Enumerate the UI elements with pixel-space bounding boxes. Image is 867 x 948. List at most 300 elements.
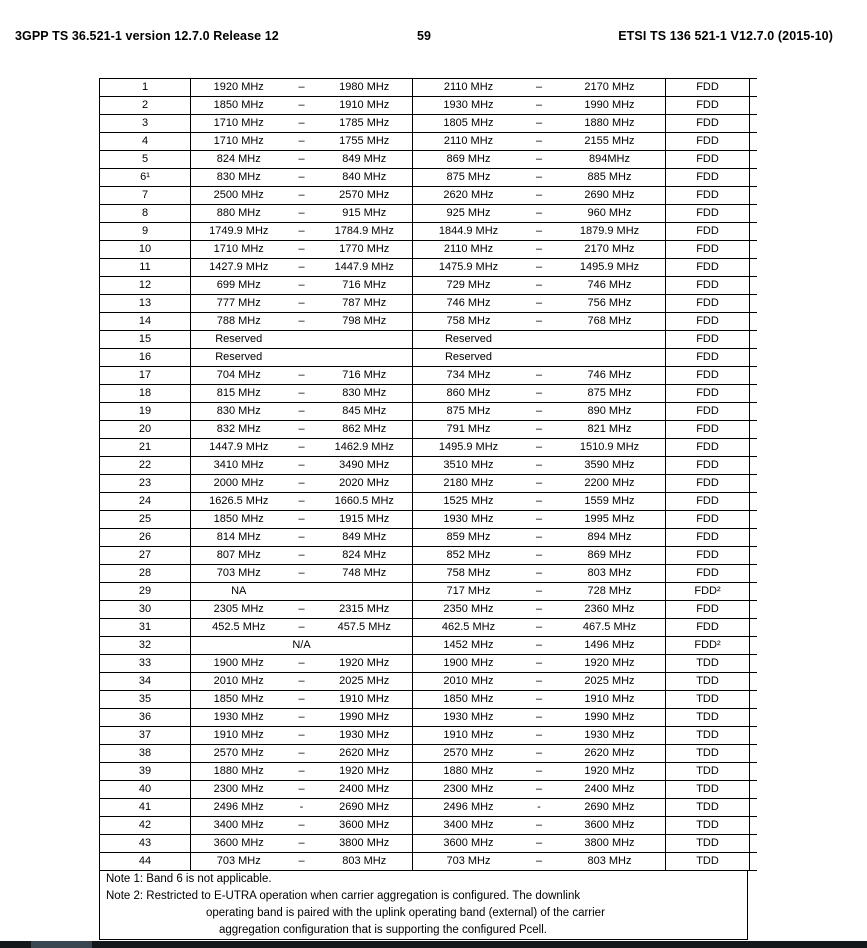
table-row <box>100 97 749 115</box>
downlink-range-cell <box>413 529 666 546</box>
range-dash: – <box>298 477 305 489</box>
range-high-value: 1462.9 MHz <box>334 441 394 453</box>
range-dash: – <box>535 477 543 489</box>
range-high-value: 2360 MHz <box>584 603 635 615</box>
range-low-value: 2620 MHz <box>443 189 494 201</box>
range-low-value: 824 MHz <box>216 153 261 165</box>
range-high-value: 1660.5 MHz <box>334 495 394 507</box>
table-row <box>100 151 749 169</box>
downlink-range-cell <box>413 619 666 636</box>
downlink-range-cell <box>413 817 666 834</box>
uplink-range-cell <box>191 349 413 366</box>
band-number-cell: 10 <box>100 241 191 258</box>
range-high-value: 803 MHz <box>587 855 632 867</box>
band-number-cell: 33 <box>100 655 191 672</box>
range-low-value: 1525 MHz <box>443 495 494 507</box>
duplex-mode-cell: FDD <box>696 225 719 237</box>
downlink-range-cell <box>413 277 666 294</box>
table-row <box>100 727 749 745</box>
range-dash: – <box>298 621 305 633</box>
uplink-range-cell <box>191 223 413 240</box>
operating-band-table <box>99 78 750 871</box>
range-high-value: 830 MHz <box>342 387 387 399</box>
downlink-range-cell <box>413 133 666 150</box>
range-dash: – <box>535 711 543 723</box>
table-note-line: Note 1: Band 6 is not applicable. <box>106 873 272 885</box>
range-low-value: 3410 MHz <box>213 459 264 471</box>
downlink-range-cell <box>413 547 666 564</box>
uplink-range-cell <box>191 277 413 294</box>
range-low-value: 852 MHz <box>446 549 491 561</box>
duplex-mode-cell: FDD <box>696 405 719 417</box>
range-low-value: 1427.9 MHz <box>209 261 269 273</box>
range-dash: – <box>298 297 305 309</box>
range-high-value: 1496 MHz <box>584 639 635 651</box>
band-number-cell: 12 <box>100 277 191 294</box>
range-dash: – <box>535 747 543 759</box>
range-high-value: 716 MHz <box>342 279 387 291</box>
range-low-value: 734 MHz <box>446 369 491 381</box>
range-dash: – <box>535 81 543 93</box>
range-high-value: 2570 MHz <box>339 189 390 201</box>
range-dash: – <box>535 153 543 165</box>
range-dash: – <box>298 693 305 705</box>
band-number-cell: 8 <box>100 205 191 222</box>
range-dash: – <box>298 171 305 183</box>
range-dash: – <box>298 819 305 831</box>
downlink-range-cell <box>413 601 666 618</box>
range-dash: – <box>535 837 543 849</box>
table-row <box>100 673 749 691</box>
downlink-range-cell <box>413 349 666 366</box>
downlink-range-cell <box>413 637 666 654</box>
range-dash: – <box>298 243 305 255</box>
range-dash: – <box>535 405 543 417</box>
duplex-mode-cell: FDD <box>696 351 719 363</box>
band-number-cell: 42 <box>100 817 191 834</box>
band-number-cell: 5 <box>100 151 191 168</box>
range-dash: – <box>298 99 305 111</box>
uplink-range-cell <box>191 529 413 546</box>
downlink-range-cell <box>413 763 666 780</box>
uplink-range-cell <box>191 817 413 834</box>
duplex-mode-cell: FDD <box>696 99 719 111</box>
duplex-mode-cell: FDD <box>696 189 719 201</box>
duplex-mode-cell: FDD <box>696 315 719 327</box>
duplex-mode-cell: FDD <box>696 297 719 309</box>
duplex-mode-cell: FDD <box>696 441 719 453</box>
page-number: 59 <box>416 29 432 43</box>
table-row <box>100 565 749 583</box>
range-low-value: 1749.9 MHz <box>209 225 269 237</box>
range-low-value: 1920 MHz <box>213 81 264 93</box>
range-low-value: 699 MHz <box>216 279 261 291</box>
range-high-value: 768 MHz <box>587 315 632 327</box>
table-row <box>100 439 749 457</box>
range-high-value: 869 MHz <box>587 549 632 561</box>
uplink-range-cell <box>191 259 413 276</box>
duplex-mode-cell: FDD <box>696 153 719 165</box>
range-low-value: 1495.9 MHz <box>438 441 499 453</box>
range-dash: – <box>298 189 305 201</box>
range-low-value: 860 MHz <box>446 387 491 399</box>
range-low-value: 1930 MHz <box>443 513 494 525</box>
table-row <box>100 529 749 547</box>
range-high-value: 821 MHz <box>587 423 632 435</box>
range-dash: – <box>535 621 543 633</box>
range-low-value: 3400 MHz <box>213 819 264 831</box>
range-dash: – <box>298 207 305 219</box>
uplink-range-cell <box>191 781 413 798</box>
uplink-range-cell <box>191 385 413 402</box>
range-dash: – <box>298 423 305 435</box>
band-number-cell: 25 <box>100 511 191 528</box>
range-dash: – <box>298 315 305 327</box>
downlink-range-cell <box>413 583 666 600</box>
range-dash: – <box>298 405 305 417</box>
band-number-cell: 41 <box>100 799 191 816</box>
range-low-value: 3510 MHz <box>443 459 494 471</box>
range-low-value: 1850 MHz <box>213 693 264 705</box>
range-low-value: 1710 MHz <box>213 117 264 129</box>
band-number-cell: 22 <box>100 457 191 474</box>
range-special-value: NA <box>231 585 247 597</box>
uplink-range-cell <box>191 691 413 708</box>
table-row <box>100 169 749 187</box>
range-high-value: 1920 MHz <box>339 657 390 669</box>
duplex-mode-cell: TDD <box>696 657 719 669</box>
range-low-value: 815 MHz <box>216 387 261 399</box>
range-high-value: 2620 MHz <box>339 747 390 759</box>
range-low-value: 2570 MHz <box>213 747 264 759</box>
range-high-value: 1785 MHz <box>339 117 390 129</box>
range-dash: – <box>535 297 543 309</box>
range-low-value: 746 MHz <box>446 297 491 309</box>
range-low-value: 2500 MHz <box>213 189 264 201</box>
duplex-mode-cell: FDD² <box>694 585 721 597</box>
band-number-cell: 44 <box>100 853 191 870</box>
range-low-value: 2110 MHz <box>443 81 494 93</box>
window-bottom-bar <box>0 941 867 948</box>
range-low-value: 859 MHz <box>446 531 491 543</box>
duplex-mode-cell: TDD <box>696 801 719 813</box>
duplex-mode-cell: FDD <box>696 333 719 345</box>
range-dash: – <box>298 657 305 669</box>
uplink-range-cell <box>191 133 413 150</box>
table-row <box>100 241 749 259</box>
range-low-value: 1475.9 MHz <box>438 261 499 273</box>
uplink-range-cell <box>191 367 413 384</box>
range-high-value: 1447.9 MHz <box>334 261 394 273</box>
downlink-range-cell <box>413 493 666 510</box>
range-low-value: 807 MHz <box>216 549 261 561</box>
range-high-value: 1995 MHz <box>584 513 635 525</box>
band-number-cell: 20 <box>100 421 191 438</box>
uplink-range-cell <box>191 835 413 852</box>
duplex-mode-cell: TDD <box>696 711 719 723</box>
range-high-value: 915 MHz <box>342 207 387 219</box>
range-dash: – <box>298 117 305 129</box>
range-high-value: 1930 MHz <box>584 729 635 741</box>
range-special-value: Reserved <box>444 333 493 345</box>
range-dash: – <box>535 783 543 795</box>
range-high-value: 849 MHz <box>342 531 387 543</box>
duplex-mode-cell: FDD <box>696 171 719 183</box>
duplex-mode-cell: TDD <box>696 783 719 795</box>
range-high-value: 716 MHz <box>342 369 387 381</box>
band-number-cell: 31 <box>100 619 191 636</box>
band-number-cell: 6¹ <box>100 169 191 186</box>
duplex-mode-cell: TDD <box>696 693 719 705</box>
range-low-value: 832 MHz <box>216 423 261 435</box>
range-low-value: 814 MHz <box>216 531 261 543</box>
range-dash: – <box>298 747 305 759</box>
table-note-line: operating band is paired with the uplink operating band (external) of the carrier <box>206 907 605 919</box>
range-high-value: 748 MHz <box>342 567 387 579</box>
downlink-range-cell <box>413 457 666 474</box>
duplex-mode-cell: FDD <box>696 369 719 381</box>
table-row <box>100 331 749 349</box>
duplex-mode-cell: FDD <box>696 567 719 579</box>
range-dash: – <box>298 711 305 723</box>
uplink-range-cell <box>191 583 413 600</box>
range-dash: – <box>298 441 305 453</box>
downlink-range-cell <box>413 97 666 114</box>
range-low-value: 2350 MHz <box>443 603 494 615</box>
range-high-value: 1910 MHz <box>339 99 390 111</box>
band-number-cell: 18 <box>100 385 191 402</box>
range-high-value: 3600 MHz <box>584 819 635 831</box>
range-dash: – <box>535 135 543 147</box>
duplex-mode-cell: FDD <box>696 423 719 435</box>
band-number-cell: 15 <box>100 331 191 348</box>
uplink-range-cell <box>191 511 413 528</box>
range-high-value: 1920 MHz <box>584 657 635 669</box>
range-high-value: 1755 MHz <box>339 135 390 147</box>
table-row <box>100 547 749 565</box>
range-low-value: 925 MHz <box>446 207 491 219</box>
duplex-mode-cell: FDD <box>696 603 719 615</box>
range-low-value: 2010 MHz <box>443 675 494 687</box>
range-dash: – <box>298 783 305 795</box>
range-high-value: 2620 MHz <box>584 747 635 759</box>
duplex-mode-cell: FDD <box>696 243 719 255</box>
range-high-value: 728 MHz <box>587 585 632 597</box>
duplex-mode-cell: TDD <box>696 729 719 741</box>
range-low-value: 758 MHz <box>446 315 491 327</box>
range-dash: – <box>535 639 543 651</box>
range-dash: – <box>535 387 543 399</box>
downlink-range-cell <box>413 691 666 708</box>
table-row <box>100 511 749 529</box>
downlink-range-cell <box>413 565 666 582</box>
range-high-value: 756 MHz <box>587 297 632 309</box>
range-high-value: 960 MHz <box>587 207 632 219</box>
table-row <box>100 763 749 781</box>
band-number-cell: 23 <box>100 475 191 492</box>
table-row <box>100 349 749 367</box>
range-high-value: 3800 MHz <box>339 837 390 849</box>
range-low-value: 717 MHz <box>446 585 491 597</box>
downlink-range-cell <box>413 421 666 438</box>
duplex-mode-cell: TDD <box>696 819 719 831</box>
table-row <box>100 691 749 709</box>
duplex-mode-cell: FDD <box>696 81 719 93</box>
range-low-value: 729 MHz <box>446 279 491 291</box>
range-low-value: 1880 MHz <box>443 765 494 777</box>
range-dash: - <box>299 801 304 813</box>
uplink-range-cell <box>191 439 413 456</box>
uplink-range-cell <box>191 79 413 96</box>
table-row <box>100 205 749 223</box>
range-low-value: 1452 MHz <box>443 639 494 651</box>
range-dash: – <box>535 207 543 219</box>
band-number-cell: 4 <box>100 133 191 150</box>
downlink-range-cell <box>413 115 666 132</box>
range-low-value: 2000 MHz <box>213 477 264 489</box>
band-number-cell: 14 <box>100 313 191 330</box>
duplex-mode-cell: TDD <box>696 747 719 759</box>
range-low-value: 3600 MHz <box>443 837 494 849</box>
range-low-value: 2496 MHz <box>443 801 494 813</box>
range-dash: – <box>535 315 543 327</box>
range-high-value: 845 MHz <box>342 405 387 417</box>
range-dash: – <box>298 675 305 687</box>
range-high-value: 862 MHz <box>342 423 387 435</box>
band-number-cell: 27 <box>100 547 191 564</box>
uplink-range-cell <box>191 745 413 762</box>
band-number-cell: 26 <box>100 529 191 546</box>
downlink-range-cell <box>413 151 666 168</box>
table-row <box>100 187 749 205</box>
table-row <box>100 583 749 601</box>
range-high-value: 894 MHz <box>587 531 632 543</box>
range-dash: – <box>535 567 543 579</box>
table-row <box>100 835 749 853</box>
table-row <box>100 367 749 385</box>
range-high-value: 1880 MHz <box>584 117 635 129</box>
uplink-range-cell <box>191 637 413 654</box>
table-row <box>100 493 749 511</box>
table-row <box>100 853 749 871</box>
duplex-mode-cell: FDD <box>696 207 719 219</box>
table-row <box>100 781 749 799</box>
uplink-range-cell <box>191 709 413 726</box>
range-high-value: 2200 MHz <box>584 477 635 489</box>
range-high-value: 467.5 MHz <box>582 621 637 633</box>
range-special-value: N/A <box>292 639 311 651</box>
range-low-value: 1900 MHz <box>443 657 494 669</box>
range-dash: – <box>535 657 543 669</box>
range-high-value: 2690 MHz <box>339 801 390 813</box>
uplink-range-cell <box>191 601 413 618</box>
range-high-value: 840 MHz <box>342 171 387 183</box>
range-low-value: 830 MHz <box>216 171 261 183</box>
range-high-value: 1980 MHz <box>339 81 390 93</box>
range-high-value: 1879.9 MHz <box>579 225 640 237</box>
band-number-cell: 16 <box>100 349 191 366</box>
range-high-value: 1930 MHz <box>339 729 390 741</box>
range-high-value: 803 MHz <box>587 567 632 579</box>
duplex-mode-cell: TDD <box>696 765 719 777</box>
band-number-cell: 17 <box>100 367 191 384</box>
uplink-range-cell <box>191 241 413 258</box>
range-high-value: 2315 MHz <box>339 603 390 615</box>
range-high-value: 1990 MHz <box>339 711 390 723</box>
range-low-value: 788 MHz <box>216 315 261 327</box>
downlink-range-cell <box>413 853 666 870</box>
range-dash: - <box>537 801 541 813</box>
range-dash: – <box>298 153 305 165</box>
table-row <box>100 133 749 151</box>
range-dash: – <box>535 819 543 831</box>
table-note-line: Note 2: Restricted to E-UTRA operation when carrier aggregation is configured. The downlink <box>106 890 581 902</box>
downlink-range-cell <box>413 385 666 402</box>
document-title: 3GPP TS 36.521-1 version 12.7.0 Release 12 <box>15 29 279 43</box>
band-number-cell: 9 <box>100 223 191 240</box>
downlink-range-cell <box>413 745 666 762</box>
table-row <box>100 277 749 295</box>
uplink-range-cell <box>191 673 413 690</box>
range-high-value: 2025 MHz <box>339 675 390 687</box>
range-dash: – <box>298 549 305 561</box>
range-dash: – <box>535 765 543 777</box>
table-row <box>100 259 749 277</box>
range-dash: – <box>535 261 543 273</box>
band-number-cell: 30 <box>100 601 191 618</box>
range-low-value: 2180 MHz <box>443 477 494 489</box>
range-dash: – <box>298 729 305 741</box>
table-row <box>100 79 749 97</box>
duplex-mode-cell: FDD <box>696 117 719 129</box>
duplex-mode-cell: FDD <box>696 495 719 507</box>
range-low-value: 1880 MHz <box>213 765 264 777</box>
range-low-value: 1930 MHz <box>213 711 264 723</box>
range-low-value: 791 MHz <box>446 423 491 435</box>
downlink-range-cell <box>413 187 666 204</box>
range-dash: – <box>535 855 543 867</box>
band-number-cell: 24 <box>100 493 191 510</box>
band-number-cell: 13 <box>100 295 191 312</box>
downlink-range-cell <box>413 331 666 348</box>
range-high-value: 1495.9 MHz <box>579 261 640 273</box>
range-dash: – <box>298 225 305 237</box>
range-low-value: 1900 MHz <box>213 657 264 669</box>
range-dash: – <box>535 279 543 291</box>
range-dash: – <box>535 441 543 453</box>
range-high-value: 3800 MHz <box>584 837 635 849</box>
band-number-cell: 11 <box>100 259 191 276</box>
uplink-range-cell <box>191 799 413 816</box>
range-dash: – <box>298 369 305 381</box>
range-high-value: 2170 MHz <box>584 243 635 255</box>
range-low-value: 1805 MHz <box>443 117 494 129</box>
range-high-value: 3600 MHz <box>339 819 390 831</box>
range-low-value: 2010 MHz <box>213 675 264 687</box>
band-number-cell: 32 <box>100 637 191 654</box>
range-high-value: 2155 MHz <box>584 135 635 147</box>
duplex-mode-cell: FDD <box>696 621 719 633</box>
uplink-range-cell <box>191 205 413 222</box>
range-high-value: 798 MHz <box>342 315 387 327</box>
table-row <box>100 421 749 439</box>
range-low-value: 1930 MHz <box>443 99 494 111</box>
uplink-range-cell <box>191 115 413 132</box>
range-low-value: 3400 MHz <box>443 819 494 831</box>
downlink-range-cell <box>413 511 666 528</box>
band-number-cell: 36 <box>100 709 191 726</box>
range-high-value: 457.5 MHz <box>337 621 391 633</box>
